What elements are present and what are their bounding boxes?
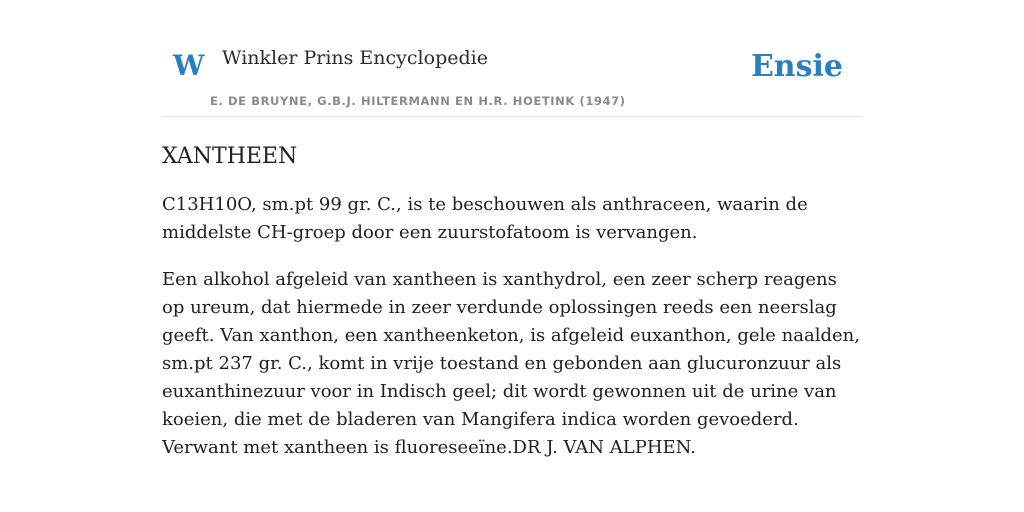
ensie-logo[interactable]: Ensie [750, 49, 843, 84]
entry-title: XANTHEEN [162, 144, 298, 169]
page [162, 0, 862, 462]
authors-line: E. DE BRUYNE, G.B.J. HILTERMANN EN H.R. HOETINK (1947) [210, 94, 626, 108]
entry-paragraph: C13H10O, sm.pt 99 gr. C., is te beschouwen als anthraceen, waarin de middelste CH-groep door een zuurstofatoom is vervangen. [162, 194, 808, 244]
header [162, 0, 862, 117]
entry-paragraph: Een alkohol afgeleid van xantheen is xanthydrol, een zeer scherp reagens op ureum, dat hiermede in zeer verdunde oplossingen reeds een neerslag geeft. Van xanthon, een xantheenketon, is afgeleid euxanthon, gele naalden, sm.pt 237 gr. C., komt in vrije toestand en gebonden aan glucuronzuur als euxanthinezuur voor in Indisch geel; dit wordt gewonnen uit de urine van koeien, die met de bladeren van Mangifera indica worden gevoederd. Verwant met xantheen is fluoreseeïne.DR J. VAN ALPHEN. [162, 269, 860, 459]
encyclopedia-title[interactable]: Winkler Prins Encyclopedie [222, 47, 488, 69]
encyclopedia-logo[interactable]: W [173, 49, 205, 82]
